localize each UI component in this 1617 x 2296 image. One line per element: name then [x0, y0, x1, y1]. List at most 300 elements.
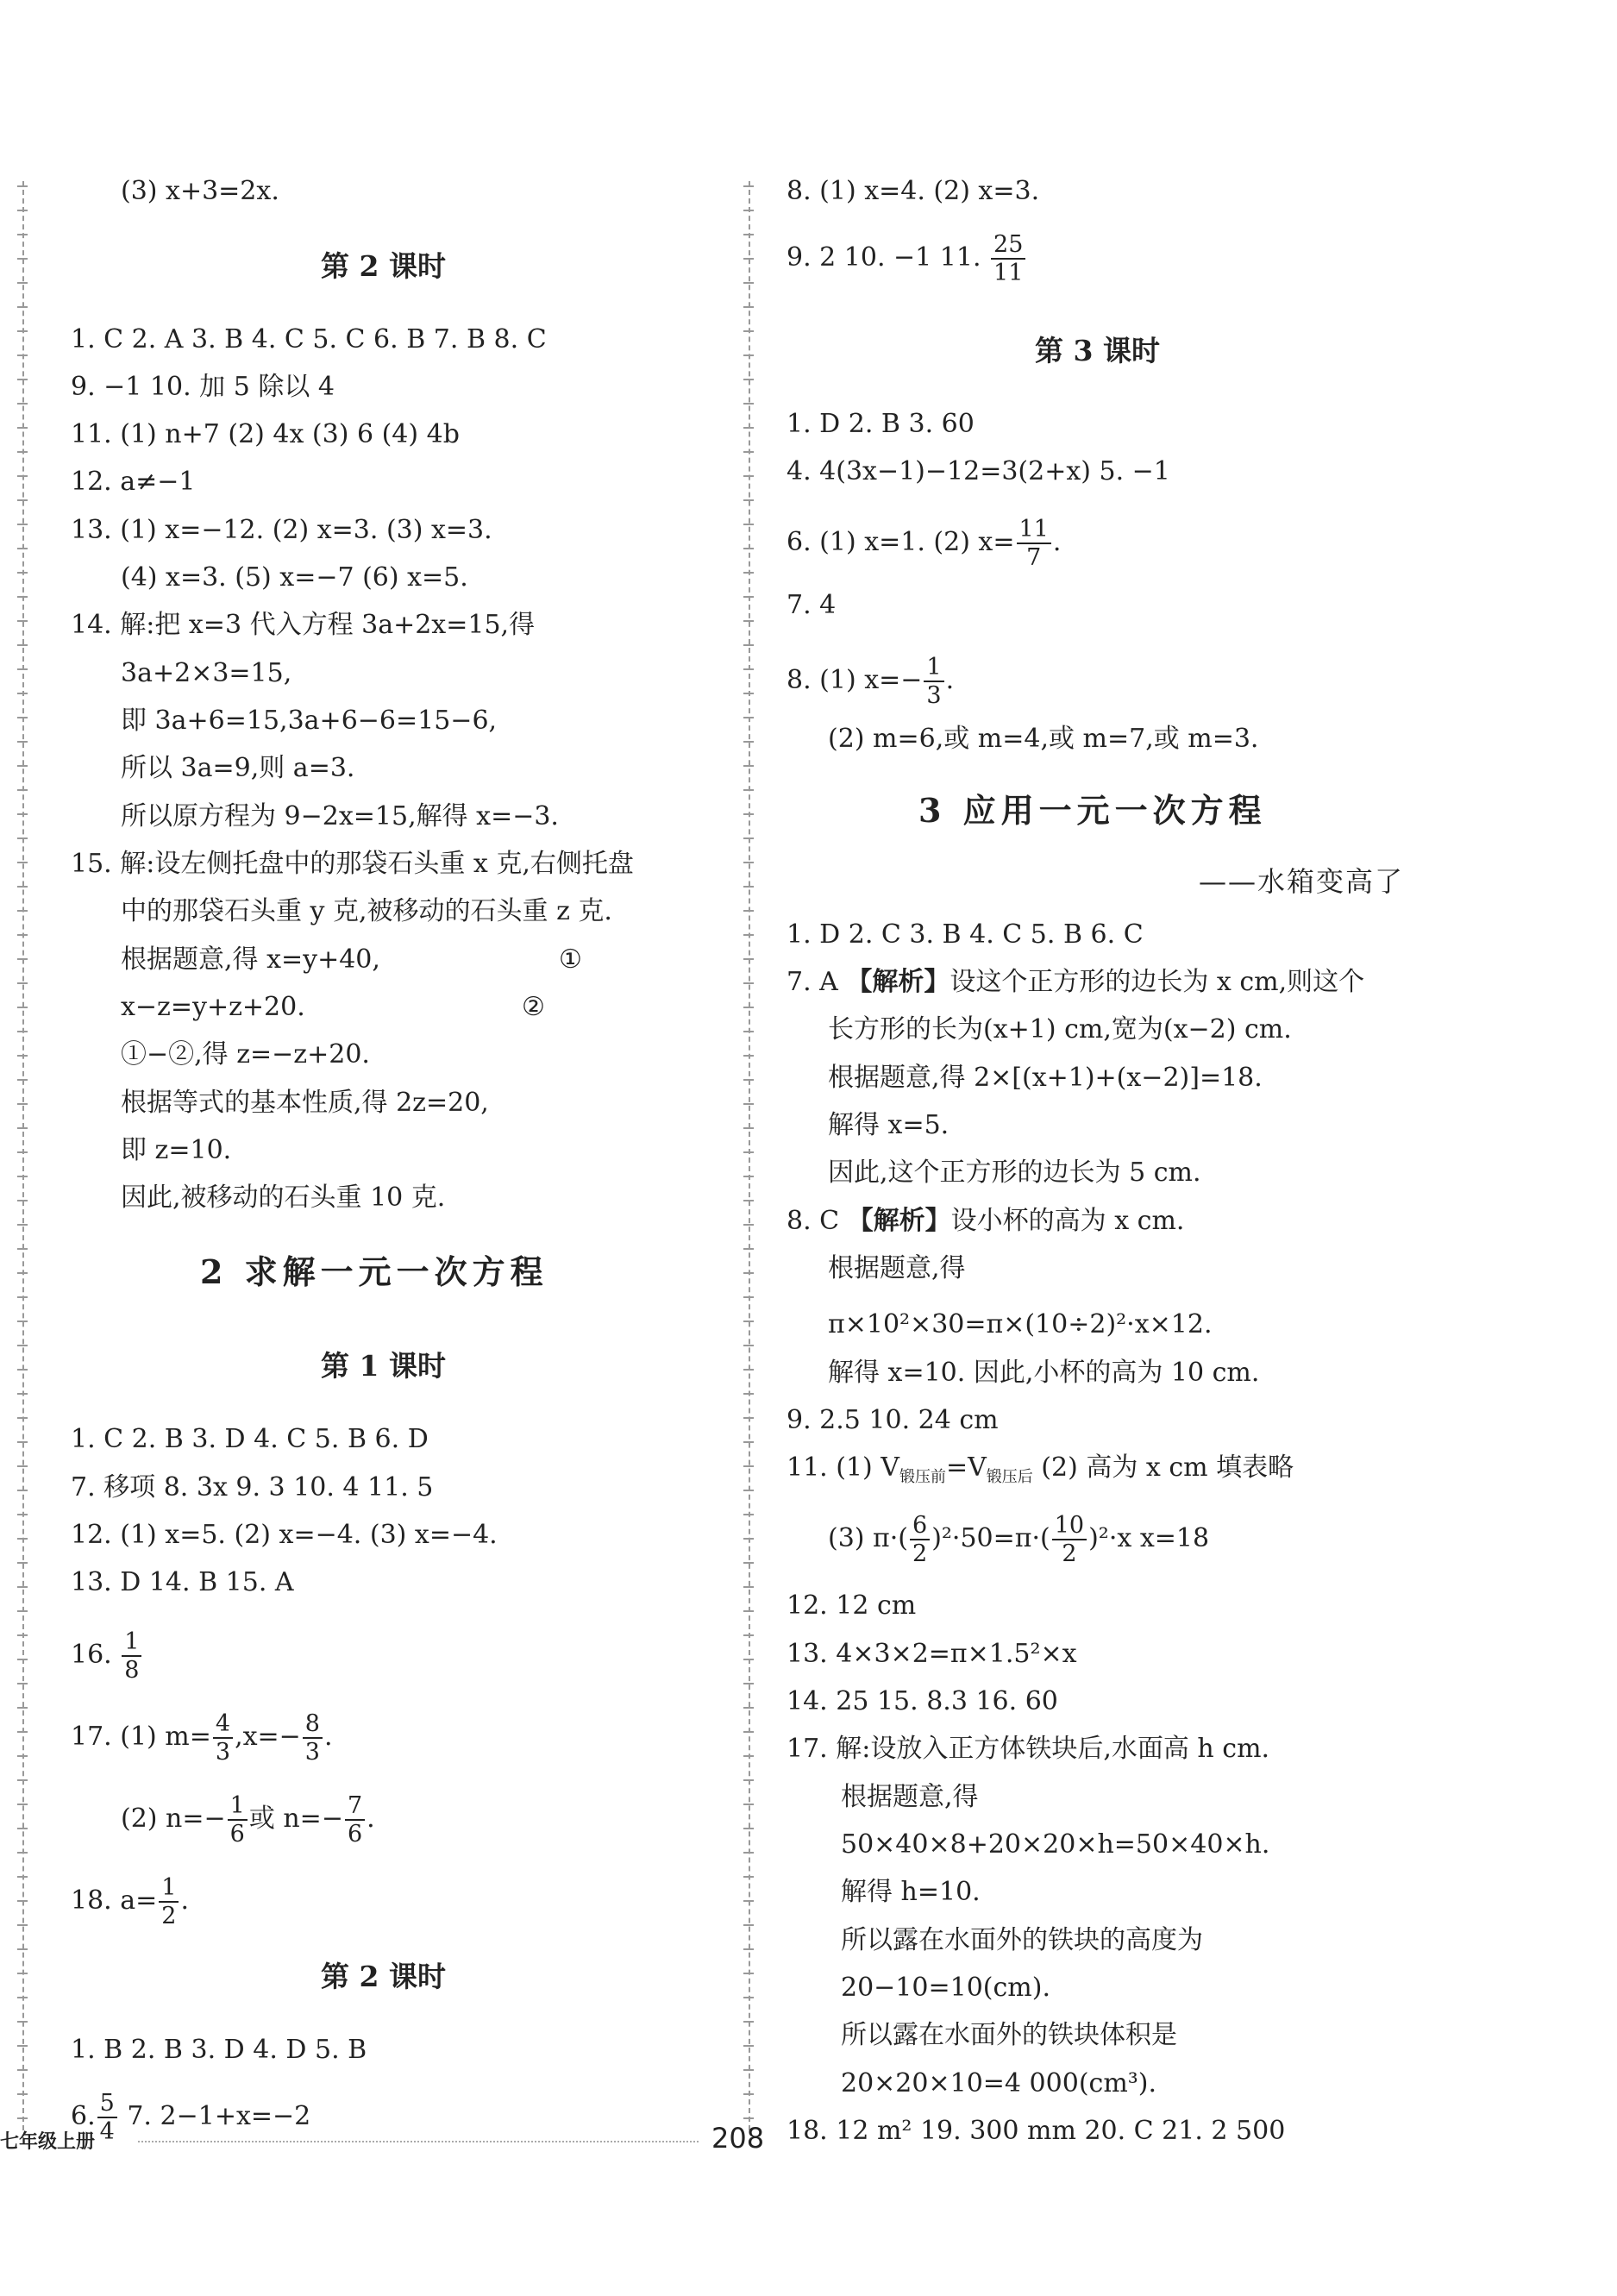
binding-tick	[17, 2021, 28, 2023]
text: 8. C	[787, 1206, 848, 1236]
binding-tick	[743, 234, 754, 235]
binding-tick	[743, 1779, 754, 1781]
answer-line: 20−10=10(cm).	[841, 1973, 1050, 2003]
lesson-heading: 第 2 课时	[321, 249, 446, 283]
numerator: 10	[1052, 1514, 1087, 1540]
binding-tick	[17, 1176, 28, 1177]
binding-tick	[743, 886, 754, 888]
binding-tick	[743, 379, 754, 380]
answer-line	[787, 963, 1364, 1001]
binding-tick	[17, 886, 28, 888]
page-number: 208	[711, 2122, 765, 2155]
fraction	[924, 656, 943, 707]
answer-line: (3) x+3=2x.	[121, 176, 279, 206]
binding-tick	[17, 1900, 28, 1902]
numerator: 1	[228, 1794, 248, 1821]
answer-line: (4) x=3. (5) x=−7 (6) x=5.	[121, 562, 468, 593]
binding-tick	[743, 1296, 754, 1298]
binding-tick	[17, 234, 28, 235]
answer-line: 9. −1 10. 加 5 除以 4	[71, 372, 335, 402]
binding-tick	[743, 1659, 754, 1660]
binding-tick	[743, 1345, 754, 1346]
answer-line: 11. (1) n+7 (2) 4x (3) 6 (4) 4b	[71, 419, 460, 449]
fraction	[910, 1514, 930, 1565]
binding-tick	[17, 1007, 28, 1008]
analysis-tag: 【解析】	[846, 967, 950, 997]
binding-tick	[17, 1731, 28, 1733]
binding-tick	[743, 620, 754, 622]
text: 6. (1) x=1. (2) x=	[787, 527, 1015, 557]
binding-tick	[17, 982, 28, 984]
binding-tick	[17, 789, 28, 791]
binding-tick	[743, 1248, 754, 1250]
binding-tick	[743, 789, 754, 791]
binding-tick	[743, 1828, 754, 1829]
answer-line: 所以露在水面外的铁块体积是	[841, 2020, 1177, 2050]
answer-line	[71, 1630, 143, 1682]
binding-line-left	[22, 181, 24, 2130]
binding-tick	[743, 1490, 754, 1491]
binding-tick	[17, 1055, 28, 1057]
section-subtitle: ——水箱变高了	[1199, 865, 1405, 898]
binding-tick	[17, 1924, 28, 1926]
answer-line: 解得 x=10. 因此,小杯的高为 10 cm.	[828, 1358, 1260, 1388]
binding-tick	[17, 693, 28, 694]
binding-tick	[743, 1055, 754, 1057]
numerator: 25	[991, 233, 1025, 260]
footer-divider	[138, 2141, 699, 2142]
answer-line: 13. 4×3×2=π×1.5²×x	[787, 1639, 1077, 1669]
binding-tick	[743, 1997, 754, 1998]
binding-tick	[743, 1634, 754, 1636]
answer-line: 长方形的长为(x+1) cm,宽为(x−2) cm.	[828, 1014, 1292, 1044]
answer-line: 14. 解:把 x=3 代入方程 3a+2x=15,得	[71, 610, 536, 640]
binding-tick	[17, 1321, 28, 1322]
binding-tick	[17, 1948, 28, 1950]
binding-tick	[743, 354, 754, 356]
binding-tick	[743, 1127, 754, 1129]
answer-line	[828, 1514, 1209, 1565]
equation-marker: ②	[522, 992, 545, 1022]
footer-grade-label: 七年级上册	[0, 2131, 96, 2153]
denominator: 2	[161, 1903, 177, 1929]
binding-tick	[17, 1151, 28, 1153]
answer-line	[787, 518, 1061, 569]
binding-tick	[17, 620, 28, 622]
binding-tick	[17, 741, 28, 743]
answer-line: 根据题意,得	[841, 1782, 979, 1812]
answer-line: 17. 解:设放入正方体铁块后,水面高 h cm.	[787, 1734, 1270, 1764]
binding-tick	[743, 1200, 754, 1201]
denominator: 3	[215, 1739, 231, 1766]
binding-tick	[17, 282, 28, 284]
text: =V	[945, 1452, 987, 1483]
binding-tick	[17, 1272, 28, 1274]
binding-tick	[17, 1876, 28, 1878]
binding-tick	[743, 2117, 754, 2119]
binding-tick	[743, 451, 754, 453]
numerator: 5	[97, 2092, 117, 2118]
binding-tick	[17, 1683, 28, 1684]
binding-tick	[743, 306, 754, 308]
binding-tick	[743, 693, 754, 694]
binding-tick	[17, 1779, 28, 1781]
fraction	[1052, 1514, 1087, 1565]
binding-tick	[17, 1417, 28, 1419]
binding-tick	[743, 1562, 754, 1564]
answer-line: 13. (1) x=−12. (2) x=3. (3) x=3.	[71, 515, 492, 545]
fraction	[1017, 518, 1051, 569]
denominator: 2	[1062, 1540, 1077, 1567]
binding-tick	[17, 185, 28, 187]
lesson-heading: 第 2 课时	[321, 1960, 446, 1993]
denominator: 7	[1026, 544, 1042, 571]
answer-line: 因此,被移动的石头重 10 克.	[121, 1183, 446, 1213]
binding-tick	[743, 258, 754, 260]
answer-line: 即 3a+6=15,3a+6−6=15−6,	[121, 706, 498, 736]
numerator: 6	[910, 1514, 930, 1540]
binding-tick	[17, 330, 28, 332]
text: 6.	[71, 2101, 96, 2131]
text: .	[180, 1885, 190, 1916]
text: (2) n=−	[121, 1804, 226, 1834]
binding-tick	[743, 1393, 754, 1395]
answer-line	[71, 1876, 189, 1928]
binding-tick	[17, 2093, 28, 2095]
fraction	[228, 1794, 248, 1846]
answer-line: (2) m=6,或 m=4,或 m=7,或 m=3.	[828, 724, 1259, 754]
binding-tick	[17, 2069, 28, 2071]
binding-tick	[743, 548, 754, 549]
binding-tick	[17, 1538, 28, 1540]
binding-tick	[17, 548, 28, 549]
text: 11. (1) V	[787, 1452, 899, 1483]
answer-line	[787, 1202, 1184, 1240]
numerator: 7	[345, 1794, 365, 1821]
answer-line: 12. a≠−1	[71, 467, 196, 497]
fraction	[303, 1712, 323, 1764]
binding-tick	[743, 1731, 754, 1733]
binding-line-middle	[749, 181, 750, 2130]
binding-tick	[743, 1610, 754, 1612]
binding-tick	[17, 1296, 28, 1298]
text: 17. (1) m=	[71, 1722, 211, 1752]
binding-tick	[743, 1176, 754, 1177]
binding-tick	[17, 862, 28, 863]
binding-tick	[17, 1828, 28, 1829]
answer-line: 12. 12 cm	[787, 1590, 917, 1621]
fraction	[159, 1876, 179, 1928]
answer-line: 所以露在水面外的铁块的高度为	[841, 1925, 1203, 1955]
binding-tick	[17, 2117, 28, 2119]
binding-tick	[17, 499, 28, 501]
answer-line	[787, 656, 954, 707]
binding-tick	[743, 1417, 754, 1419]
binding-tick	[743, 1707, 754, 1709]
binding-tick	[17, 1997, 28, 1998]
binding-tick	[17, 354, 28, 356]
binding-tick	[17, 837, 28, 839]
answer-line: 1. C 2. B 3. D 4. C 5. B 6. D	[71, 1424, 429, 1454]
binding-tick	[743, 596, 754, 598]
binding-tick	[17, 1345, 28, 1346]
binding-tick	[17, 1804, 28, 1805]
binding-tick	[17, 475, 28, 477]
text: .	[323, 1722, 333, 1752]
answer-line: 15. 解:设左侧托盘中的那袋石头重 x 克,右侧托盘	[71, 849, 634, 879]
answer-line: 9. 2.5 10. 24 cm	[787, 1405, 999, 1435]
binding-tick	[743, 1924, 754, 1926]
binding-tick	[17, 1465, 28, 1467]
denominator: 3	[926, 682, 942, 709]
answer-line	[121, 1794, 375, 1846]
binding-tick	[743, 2021, 754, 2023]
binding-tick	[743, 572, 754, 574]
answer-line	[787, 233, 1027, 285]
binding-tick	[743, 1151, 754, 1153]
answer-line: 1. B 2. B 3. D 4. D 5. B	[71, 2035, 367, 2065]
subscript: 锻压前	[899, 1468, 946, 1486]
binding-tick	[17, 1200, 28, 1201]
binding-tick	[743, 717, 754, 718]
section-title: 3 应用一元一次方程	[918, 791, 1267, 830]
binding-tick	[743, 1514, 754, 1515]
binding-tick	[743, 1465, 754, 1467]
binding-tick	[17, 1369, 28, 1371]
binding-tick	[17, 524, 28, 525]
binding-tick	[17, 765, 28, 767]
text: (2) 高为 x cm 填表略	[1032, 1452, 1294, 1483]
binding-tick	[17, 572, 28, 574]
binding-tick	[17, 451, 28, 453]
answer-line: 8. (1) x=4. (2) x=3.	[787, 176, 1040, 206]
binding-tick	[743, 210, 754, 211]
text: 9. 2 10. −1 11.	[787, 242, 981, 273]
binding-tick	[743, 2093, 754, 2095]
text: 设这个正方形的边长为 x cm,则这个	[950, 967, 1365, 997]
denominator: 4	[99, 2118, 115, 2145]
answer-line: 根据题意,得 2×[(x+1)+(x−2)]=18.	[828, 1063, 1263, 1093]
denominator: 3	[304, 1739, 320, 1766]
binding-tick	[743, 910, 754, 912]
binding-tick	[17, 1634, 28, 1636]
binding-tick	[743, 982, 754, 984]
binding-tick	[743, 1900, 754, 1902]
binding-tick	[743, 1224, 754, 1226]
binding-tick	[743, 1586, 754, 1588]
answer-line	[71, 1712, 333, 1764]
binding-tick	[743, 1103, 754, 1105]
binding-tick	[17, 1031, 28, 1032]
answer-line	[71, 2092, 310, 2143]
numerator: 8	[303, 1712, 323, 1739]
answer-line: 解得 h=10.	[841, 1877, 981, 1907]
answer-line	[787, 1449, 1294, 1496]
answer-line: 根据题意,得	[828, 1253, 966, 1283]
binding-tick	[17, 668, 28, 670]
binding-tick	[743, 1804, 754, 1805]
denominator: 6	[347, 1821, 363, 1847]
text: 设小杯的高为 x cm.	[950, 1206, 1185, 1236]
binding-tick	[17, 717, 28, 718]
text: .	[945, 665, 955, 695]
text: 8. (1) x=−	[787, 665, 923, 695]
binding-tick	[17, 306, 28, 308]
answer-line: 1. D 2. C 3. B 4. C 5. B 6. C	[787, 919, 1144, 950]
answer-number: 16.	[71, 1640, 112, 1670]
binding-tick	[17, 1079, 28, 1081]
text: ,x=−	[235, 1722, 301, 1752]
answer-line: 20×20×10=4 000(cm³).	[841, 2068, 1157, 2098]
binding-tick	[743, 668, 754, 670]
binding-tick	[743, 1852, 754, 1854]
text: 18. a=	[71, 1885, 158, 1916]
binding-tick	[743, 1007, 754, 1008]
denominator: 6	[229, 1821, 245, 1847]
answer-line: x−z=y+z+20.	[121, 992, 305, 1022]
section-title: 2 求解一元一次方程	[200, 1252, 548, 1291]
binding-tick	[743, 644, 754, 646]
lesson-heading: 第 1 课时	[321, 1349, 446, 1383]
text: 7. A	[787, 967, 847, 997]
numerator: 1	[159, 1876, 179, 1903]
binding-tick	[17, 596, 28, 598]
binding-tick	[743, 330, 754, 332]
binding-tick	[17, 1490, 28, 1491]
binding-tick	[17, 403, 28, 405]
text: )²·50=π·(	[931, 1523, 1050, 1553]
binding-tick	[743, 1321, 754, 1322]
binding-tick	[743, 1441, 754, 1443]
answer-line: 13. D 14. B 15. A	[71, 1567, 294, 1597]
binding-tick	[743, 1973, 754, 1974]
binding-tick	[17, 910, 28, 912]
binding-tick	[17, 379, 28, 380]
answer-line: 12. (1) x=5. (2) x=−4. (3) x=−4.	[71, 1520, 498, 1550]
binding-tick	[17, 644, 28, 646]
fraction	[97, 2092, 117, 2143]
answer-line: 1. C 2. A 3. B 4. C 5. C 6. B 7. B 8. C	[71, 324, 547, 354]
binding-tick	[743, 837, 754, 839]
equation-marker: ①	[559, 944, 582, 975]
numerator: 11	[1017, 518, 1051, 544]
numerator: 1	[924, 656, 943, 682]
answer-line: 50×40×8+20×20×h=50×40×h.	[841, 1829, 1270, 1860]
text: )²·x x=18	[1088, 1523, 1210, 1553]
answer-line: 根据等式的基本性质,得 2z=20,	[121, 1088, 489, 1118]
answer-line: 根据题意,得 x=y+40,	[121, 944, 380, 975]
binding-tick	[743, 2045, 754, 2047]
binding-tick	[17, 1659, 28, 1660]
binding-tick	[743, 1031, 754, 1032]
binding-tick	[743, 813, 754, 815]
binding-tick	[17, 1127, 28, 1129]
fraction	[213, 1712, 233, 1764]
answer-line: 18. 12 m² 19. 300 mm 20. C 21. 2 500	[787, 2116, 1286, 2146]
text: (3) π·(	[828, 1523, 908, 1553]
binding-tick	[17, 258, 28, 260]
binding-tick	[743, 934, 754, 936]
binding-tick	[17, 1514, 28, 1515]
answer-line: 4. 4(3x−1)−12=3(2+x) 5. −1	[787, 456, 1170, 486]
text: 7. 2−1+x=−2	[118, 2101, 311, 2131]
binding-tick	[17, 1852, 28, 1854]
binding-tick	[17, 1586, 28, 1588]
answer-line: 所以 3a=9,则 a=3.	[121, 753, 355, 783]
text: .	[1052, 527, 1062, 557]
binding-tick	[743, 185, 754, 187]
binding-tick	[17, 1610, 28, 1612]
binding-tick	[743, 427, 754, 429]
answer-line: 所以原方程为 9−2x=15,解得 x=−3.	[121, 801, 559, 831]
binding-tick	[743, 741, 754, 743]
binding-tick	[17, 1393, 28, 1395]
numerator: 1	[122, 1630, 141, 1657]
binding-tick	[743, 765, 754, 767]
binding-tick	[17, 958, 28, 960]
answer-line: 7. 移项 8. 3x 9. 3 10. 4 11. 5	[71, 1472, 434, 1502]
binding-tick	[17, 1103, 28, 1105]
binding-tick	[17, 1248, 28, 1250]
answer-line: ①−②,得 z=−z+20.	[121, 1039, 370, 1070]
binding-tick	[17, 1224, 28, 1226]
fraction	[991, 233, 1025, 285]
text: 或 n=−	[248, 1804, 343, 1834]
binding-tick	[743, 1079, 754, 1081]
binding-tick	[743, 403, 754, 405]
binding-tick	[17, 1562, 28, 1564]
binding-tick	[743, 2069, 754, 2071]
answer-line: 中的那袋石头重 y 克,被移动的石头重 z 克.	[121, 896, 612, 926]
binding-tick	[743, 475, 754, 477]
binding-tick	[17, 210, 28, 211]
binding-tick	[743, 1369, 754, 1371]
binding-tick	[743, 282, 754, 284]
denominator: 11	[993, 260, 1024, 286]
denominator: 2	[912, 1540, 928, 1567]
fraction	[345, 1794, 365, 1846]
fraction	[122, 1630, 141, 1682]
binding-tick	[17, 427, 28, 429]
binding-tick	[743, 1948, 754, 1950]
binding-tick	[17, 2045, 28, 2047]
binding-tick	[743, 862, 754, 863]
answer-line: 7. 4	[787, 590, 837, 620]
answer-line: π×10²×30=π×(10÷2)²·x×12.	[828, 1309, 1213, 1339]
text: .	[367, 1804, 375, 1834]
denominator: 8	[124, 1657, 140, 1684]
binding-tick	[743, 499, 754, 501]
binding-tick	[17, 813, 28, 815]
answer-line: 即 z=10.	[121, 1135, 232, 1165]
answer-line: 1. D 2. B 3. 60	[787, 409, 975, 439]
binding-tick	[743, 958, 754, 960]
subscript: 锻压后	[986, 1468, 1033, 1486]
analysis-tag: 【解析】	[847, 1206, 951, 1236]
answer-line: 14. 25 15. 8.3 16. 60	[787, 1686, 1058, 1716]
binding-tick	[17, 1755, 28, 1757]
answer-line: 解得 x=5.	[828, 1110, 950, 1140]
binding-tick	[17, 1707, 28, 1709]
binding-tick	[17, 934, 28, 936]
binding-tick	[17, 1441, 28, 1443]
lesson-heading: 第 3 课时	[1035, 334, 1160, 367]
binding-tick	[743, 524, 754, 525]
binding-tick	[743, 1272, 754, 1274]
binding-tick	[743, 1538, 754, 1540]
binding-tick	[743, 1683, 754, 1684]
binding-tick	[743, 1755, 754, 1757]
